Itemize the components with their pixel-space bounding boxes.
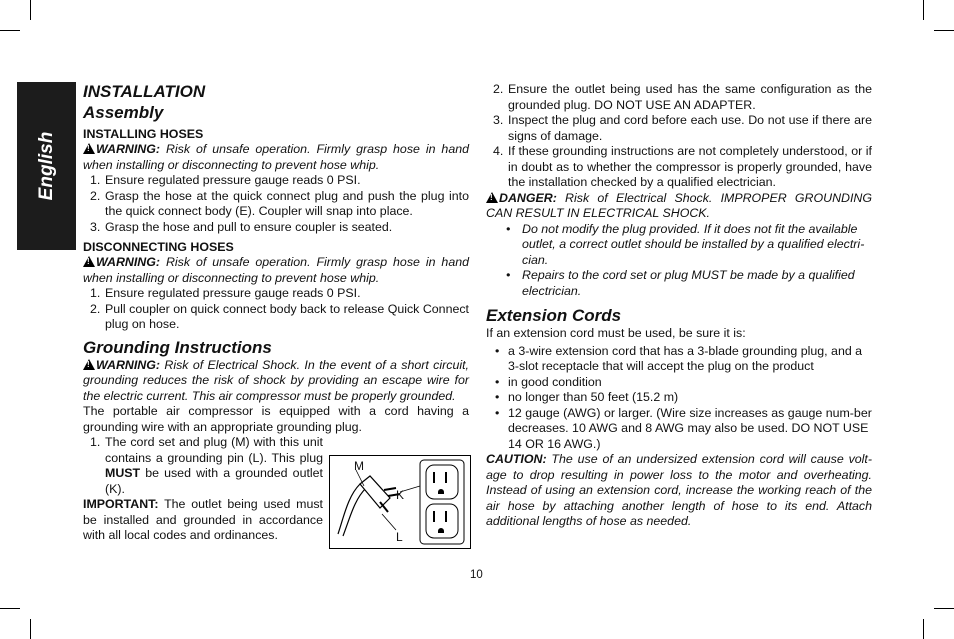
assembly-heading: Assembly	[83, 103, 164, 122]
caution-paragraph: CAUTION: The use of an undersized extension cord will cause volt-age to drop resulting in power loss to the motor and overheating. Instead of using an extension cord, increase the working reach of the air hose by attaching another length of hose to its end. Attach additional lengths of hose as needed.	[486, 452, 872, 528]
page-number: 10	[470, 569, 483, 581]
crop-mark	[923, 619, 924, 639]
warning-paragraph: !WARNING: Risk of unsafe operation. Firmly grasp hose in hand when installing or disconnecting to prevent hose whip.	[83, 255, 469, 286]
extension-intro: If an extension cord must be used, be sure it is:	[486, 326, 746, 340]
warning-icon	[83, 359, 95, 370]
crop-mark	[934, 30, 954, 31]
crop-mark	[934, 608, 954, 609]
warning-icon	[83, 256, 95, 267]
language-tab	[17, 82, 76, 250]
danger-icon	[486, 192, 498, 203]
danger-paragraph: !DANGER: Risk of Electrical Shock. IMPROPER GROUNDING CAN RESULT IN ELECTRICAL SHOCK.	[486, 191, 872, 222]
list-item: • Repairs to the cord set or plug MUST be made by a qualified electrician.	[506, 268, 855, 298]
list-item: • a 3-wire extension cord that has a 3-blade grounding plug, and a 3-slot receptacle that will accept the plug on the product	[495, 343, 863, 373]
crop-mark	[0, 30, 20, 31]
list-item: 2. Pull coupler on quick connect body back to release Quick Connect plug on hose.	[90, 301, 469, 331]
extension-bullets	[486, 344, 872, 453]
list-item: • in good condition	[495, 374, 602, 389]
extension-cords-heading: Extension Cords	[486, 306, 622, 325]
figure-label-m: M	[354, 459, 364, 473]
disconnecting-hoses-heading: DISCONNECTING HOSES	[83, 240, 234, 254]
list-item: • 12 gauge (AWG) or larger. (Wire size increases as gauge num-ber decreases. 10 AWG and 8 AWG may also be used. DO NOT USE 14 OR 16 AWG.)	[495, 405, 872, 451]
warning-paragraph: !WARNING: Risk of Electrical Shock. In the event of a short circuit, grounding reduces the risk of shock by providing an escape wire for the electric current. This air compressor must be properly grounded.	[83, 358, 469, 405]
warning-paragraph: !WARNING: Risk of unsafe operation. Firmly grasp hose in hand when installing or disconnecting to prevent hose whip.	[83, 142, 469, 173]
grounding-heading: Grounding Instructions	[83, 337, 272, 357]
installing-hoses-heading: INSTALLING HOSES	[83, 127, 204, 141]
language-tab-label: English	[35, 131, 57, 201]
figure-label-k: K	[396, 488, 405, 502]
important-paragraph: IMPORTANT: The outlet being used must be installed and grounded in accordance with all local codes and ordinances.	[83, 497, 323, 542]
right-column	[486, 82, 872, 530]
crop-mark	[923, 0, 924, 20]
list-item: 4. If these grounding instructions are not completely understood, or if in doubt as to whether the compressor is properly grounded, have the installation checked by a qualified electrician.	[493, 144, 872, 189]
cord-steps	[83, 435, 323, 497]
grounding-paragraph: The portable air compressor is equipped with a cord having a grounding wire with an appropriate grounding plug.	[83, 404, 469, 434]
list-item: 1. Ensure regulated pressure gauge reads 0 PSI.	[90, 286, 361, 300]
section-title: INSTALLATION	[83, 82, 206, 101]
list-item: 3. Grasp the hose and pull to ensure coupler is seated.	[90, 219, 393, 234]
grounding-plug-figure	[329, 455, 471, 549]
warning-icon	[83, 143, 95, 154]
list-item: 3. Inspect the plug and cord before each use. Do not use if there are signs of damage.	[493, 113, 872, 143]
danger-bullets	[486, 222, 872, 300]
list-item: 2. Grasp the hose at the quick connect plug and push the plug into the quick connect body (E). Coupler will snap into place.	[90, 188, 469, 218]
figure-label-l: L	[396, 530, 403, 544]
list-item: 1. The cord set and plug (M) with this unit contains a grounding pin (L). This plug MUST be used with a grounded outlet (K).	[90, 435, 323, 496]
disconnect-steps	[83, 286, 469, 333]
list-item: • no longer than 50 feet (15.2 m)	[495, 390, 679, 404]
list-item: • Do not modify the plug provided. If it does not fit the available outlet, a correct outlet should be installed by a qualified electri-cian.	[506, 221, 865, 267]
outlet-steps	[486, 82, 872, 191]
crop-mark	[0, 608, 20, 609]
list-item: 1. Ensure regulated pressure gauge reads 0 PSI.	[90, 173, 361, 187]
left-column	[83, 82, 469, 544]
crop-mark	[30, 619, 31, 639]
crop-mark	[30, 0, 31, 20]
list-item: 2. Ensure the outlet being used has the same configuration as the grounded plug. DO NOT USE AN ADAPTER.	[493, 82, 872, 112]
install-steps	[83, 173, 469, 235]
